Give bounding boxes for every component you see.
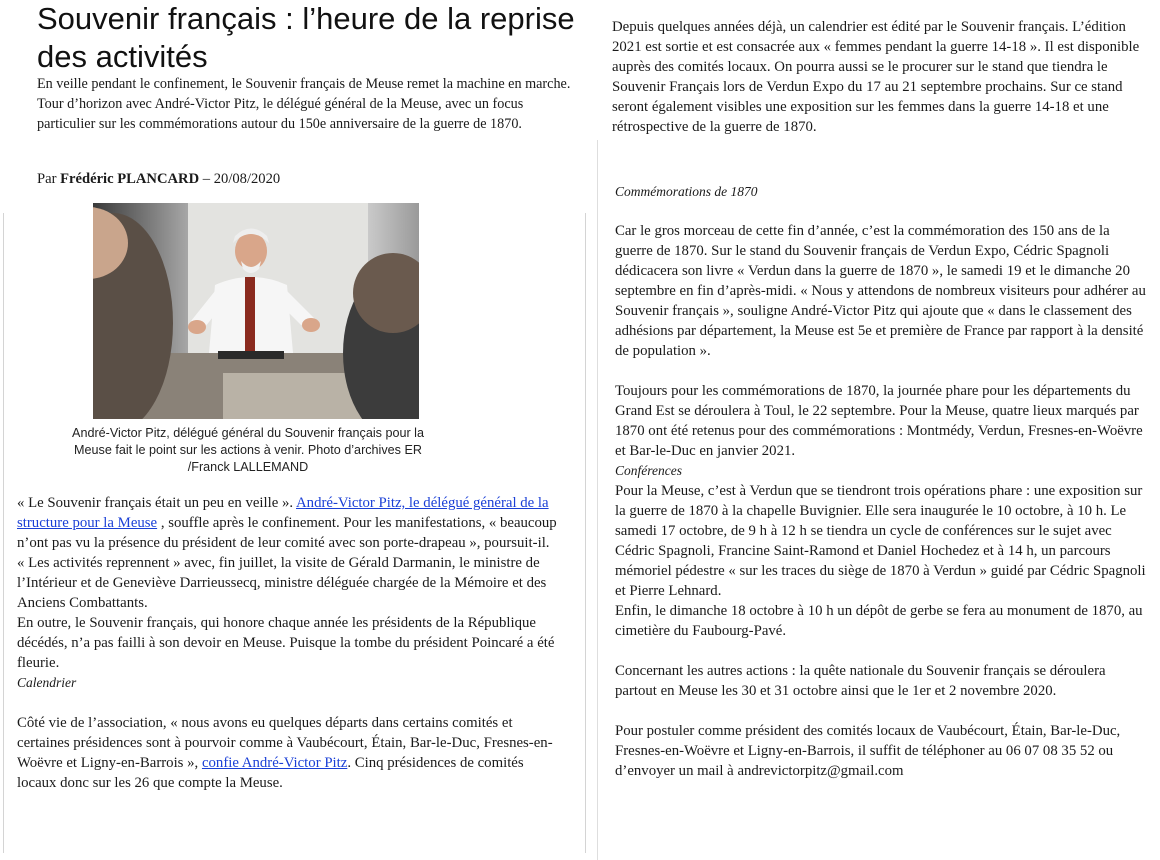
- byline-prefix: Par: [37, 171, 61, 187]
- confie-pitz-link[interactable]: confie André-Victor Pitz: [201, 755, 348, 771]
- spacer: [615, 361, 1150, 381]
- heading-conferences: Conférences: [615, 463, 682, 478]
- intro-text-a: « Le Souvenir français était un peu en veille ».: [17, 495, 296, 511]
- article-title: Souvenir français : l’heure de la reprise des activités: [37, 1, 575, 74]
- paragraph-intro: [17, 493, 557, 613]
- publish-date: – 20/08/2020: [199, 171, 281, 187]
- spacer: [615, 641, 1150, 661]
- heading-calendrier: Calendrier: [17, 675, 77, 690]
- heading-commemorations: Commémorations de 1870: [615, 184, 758, 199]
- paragraph-toujours: Toujours pour les commémorations de 1870, la journée phare pour les départements du Grand Est se déroulera à Toul, le 22 septembre. Pour la Meuse, quatre lieux marqués par 1870 ont été retenus pour des commémorations : Montmédy, Verdun, Fresnes-en-Woëvre et Bar-le-Duc en janvier 2021.: [615, 383, 1143, 459]
- association-text-b: . Cinq présidences de comités locaux donc sur les 26 que compte la Meuse.: [17, 755, 524, 791]
- paragraph-association: [17, 713, 557, 793]
- photo-caption: André-Victor Pitz, délégué général du Souvenir français pour la Meuse fait le point sur les actions à venir. Photo d’archives ER /Franck LALLEMAND: [72, 426, 424, 474]
- left-column-body: [17, 493, 557, 793]
- right-column-top: [612, 17, 1147, 137]
- article-photo: [93, 203, 419, 419]
- speaker-photo-illustration: [93, 203, 419, 419]
- byline: [37, 169, 280, 189]
- intro-text-b: , souffle après le confinement. Pour les manifestations, « beaucoup n’ont pas vu la présence du président de leur comité avec son porte-drapeau », poursuit-il. « Les activités reprennent » avec, fin juillet, la visite de Gérald Darmanin, le ministre de l’Intérieur et de Geneviève Darrieussecq, ministre déléguée chargée de la Mémoire et des Anciens Combattants.: [17, 515, 557, 611]
- author-name: Frédéric PLANCARD: [60, 171, 200, 187]
- paragraph-autres-actions: Concernant les autres actions : la quête nationale du Souvenir français se déroulera partout en Meuse les 30 et 31 octobre ainsi que le 1er et 2 novembre 2020.: [615, 663, 1106, 699]
- spacer: [17, 693, 557, 713]
- paragraph-postuler: Pour postuler comme président des comités locaux de Vaubécourt, Étain, Bar-le-Duc, Fresnes-en-Woëvre et Ligny-en-Barrois, il suffit de téléphoner au 06 07 08 35 52 ou d’envoyer un mail à andrevictorpitz@gmail.com: [615, 723, 1121, 779]
- right-column-body: [615, 221, 1150, 781]
- article-lede: En veille pendant le confinement, le Souvenir français de Meuse remet la machine en marche. Tour d’horizon avec André-Victor Pitz, le délégué général de la Meuse, avec un focus particulier sur les commémorations autour du 150e anniversaire de la guerre de 1870.: [37, 76, 571, 132]
- paragraph-verdun-operations: Pour la Meuse, c’est à Verdun que se tiendront trois opérations phare : une exposition sur la guerre de 1870 à la chapelle Buvignier. Elle sera inaugurée le 10 octobre, à 10 h. Le samedi 17 octobre, de 9 h à 12 h se tiendra un cycle de conférences sur le sujet avec Cédric Spagnoli, Francine Saint-Ramond et Daniel Hochedez et à 14 h, un parcours mémoriel pédestre « sur les traces du siège de 1870 à Verdun » guidé par Cédric Spagnoli et Pierre Lehnard.: [615, 483, 1146, 599]
- paragraph-enfin: Enfin, le dimanche 18 octobre à 10 h un dépôt de gerbe se fera au monument de 1870, au cimetière du Faubourg-Pavé.: [615, 603, 1143, 639]
- pitz-delegate-link[interactable]: André-Victor Pitz, le délégué général de la structure pour la Meuse: [17, 495, 549, 531]
- paragraph-calendar-edition: Depuis quelques années déjà, un calendrier est édité par le Souvenir français. L’édition 2021 est sortie et est consacrée aux « femmes pendant la guerre 14-18 ». Il est disponible auprès des comités locaux. On pourra aussi se le procurer sur le stand que tiendra le Souvenir Français lors de Verdun Expo du 17 au 21 septembre prochains. Sur ce stand seront également visibles une exposition sur les femmes dans la guerre 14-18 et une rétrospective de la guerre de 1870.: [612, 19, 1140, 135]
- paragraph-poincare: En outre, le Souvenir français, qui honore chaque année les présidents de la République décédés, n’a pas failli à son devoir en Meuse. Puisque la tombe du président Poincaré a été fleurie.: [17, 615, 555, 671]
- paragraph-gros-morceau: Car le gros morceau de cette fin d’année, c’est la commémoration des 150 ans de la guerre de 1870. Sur le stand du Souvenir français de Verdun Expo, Cédric Spagnoli dédicacera son livre « Verdun dans la guerre de 1870 », le samedi 19 et le dimanche 20 septembre en fin d’après-midi. « Nous y attendons de nombreux visiteurs pour adhérer au Souvenir français », souligne André-Victor Pitz qui ajoute que « dans le classement des adhésions par département, la Meuse est 5e et première de France par rapport à la densité de population ».: [615, 223, 1146, 359]
- association-text-a: Côté vie de l’association, « nous avons eu quelques départs dans certains comités et certaines présidences sont à pourvoir comme à Vaubécourt, Étain, Bar-le-Duc, Fresnes-en-Woëvre et Ligny-en-Barrois »,: [17, 715, 553, 771]
- spacer: [615, 701, 1150, 721]
